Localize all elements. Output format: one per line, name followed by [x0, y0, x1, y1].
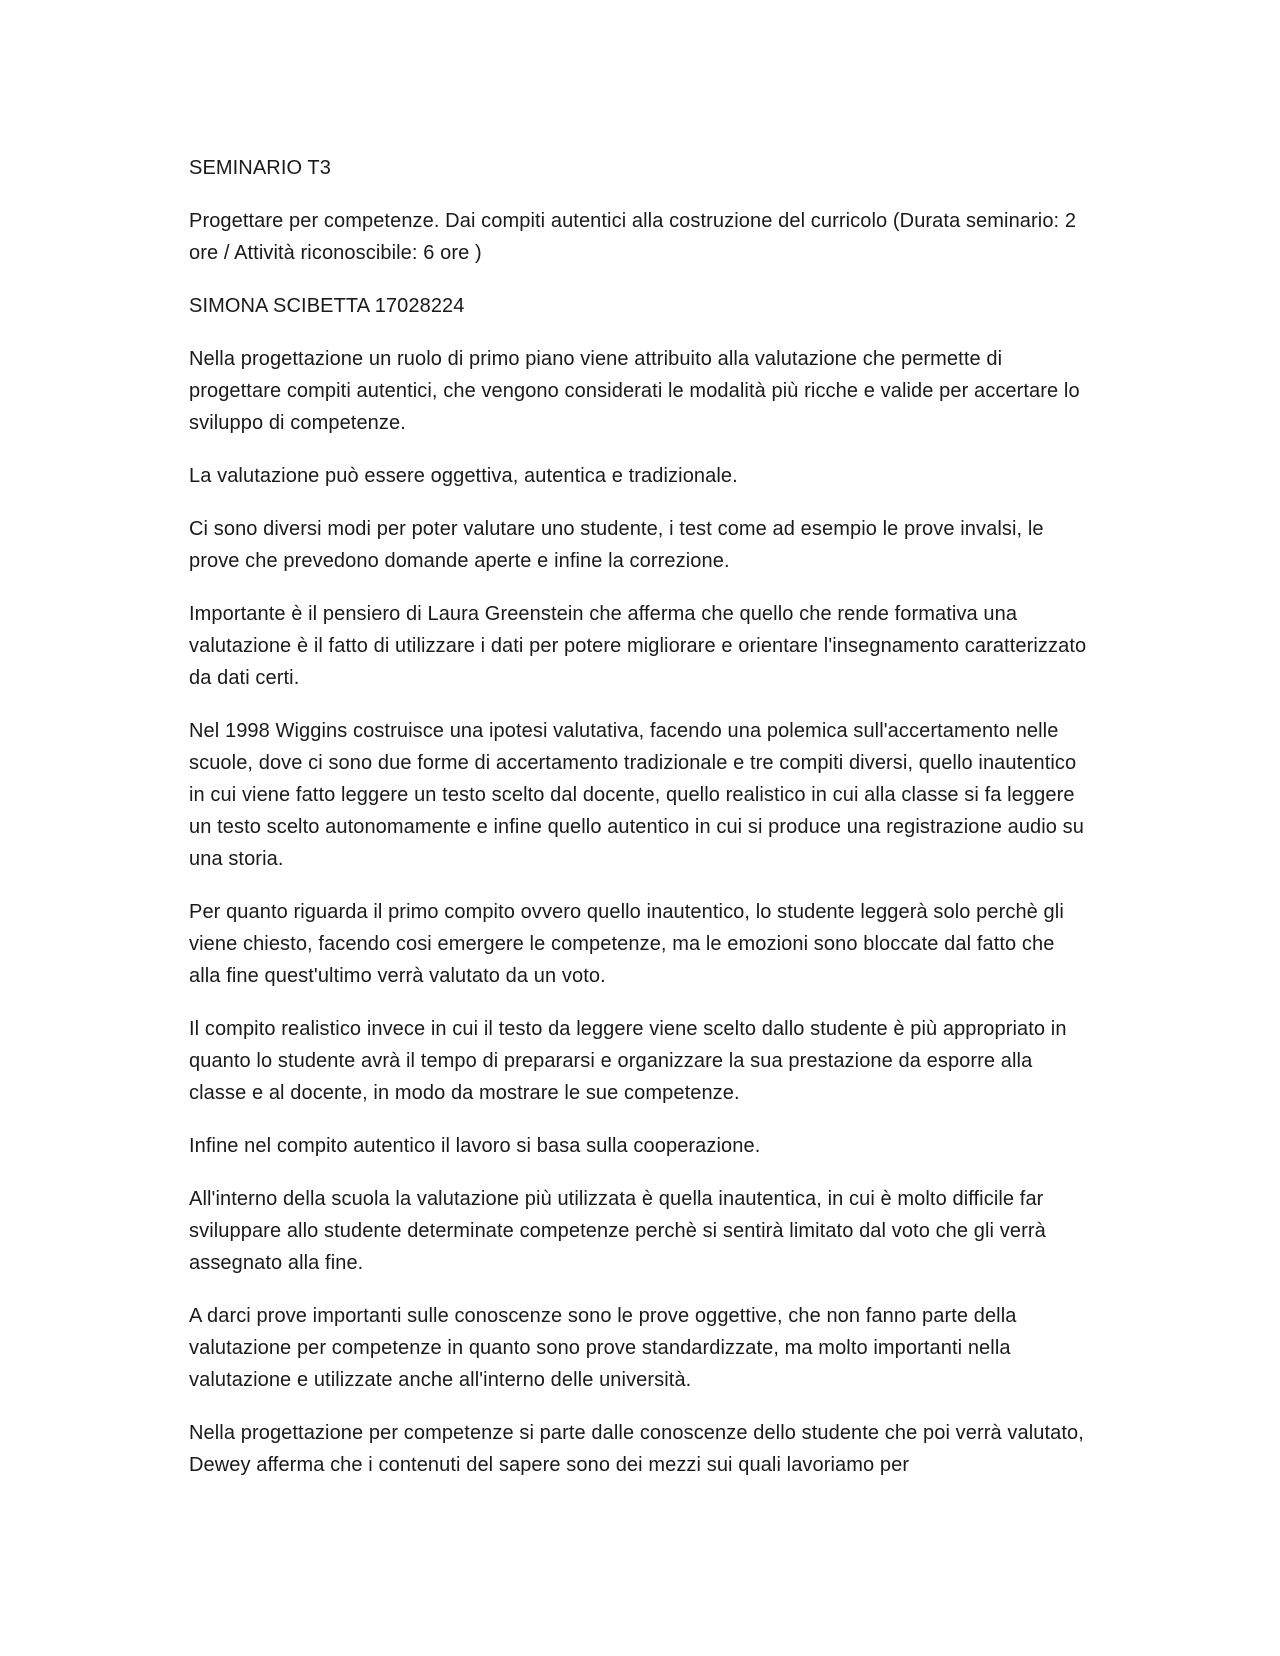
document-author: SIMONA SCIBETTA 17028224 [189, 295, 465, 317]
paragraph: All'interno della scuola la valutazione più utilizzata è quella inautentica, in cui è molto difficile far sviluppare allo studente determinate competenze perchè si sentirà limitato dal voto che gli verrà assegnato alla fine. [189, 1188, 1046, 1274]
paragraph: Per quanto riguarda il primo compito ovvero quello inautentico, lo studente leggerà solo perchè gli viene chiesto, facendo cosi emergere le competenze, ma le emozioni sono bloccate dal fatto che alla fine quest'ultimo verrà valutato da un voto. [189, 901, 1064, 987]
paragraph: Il compito realistico invece in cui il testo da leggere viene scelto dallo studente è più appropriato in quanto lo studente avrà il tempo di prepararsi e organizzare la sua prestazione da esporre alla classe e al docente, in modo da mostrare le sue competenze. [189, 1018, 1067, 1104]
document-body [189, 152, 1089, 1502]
paragraph: A darci prove importanti sulle conoscenze sono le prove oggettive, che non fanno parte della valutazione per competenze in quanto sono prove standardizzate, ma molto importanti nella valutazione e utilizzate anche all'interno delle università. [189, 1305, 1017, 1391]
paragraph: Nel 1998 Wiggins costruisce una ipotesi valutativa, facendo una polemica sull'accertamento nelle scuole, dove ci sono due forme di accertamento tradizionale e tre compiti diversi, quello inautentico in cui viene fatto leggere un testo scelto dal docente, quello realistico in cui alla classe si fa leggere un testo scelto autonomamente e infine quello autentico in cui si produce una registrazione audio su una storia. [189, 720, 1085, 870]
paragraph: Ci sono diversi modi per poter valutare uno studente, i test come ad esempio le prove invalsi, le prove che prevedono domande aperte e infine la correzione. [189, 518, 1044, 572]
paragraph: La valutazione può essere oggettiva, autentica e tradizionale. [189, 465, 738, 487]
document-title: Progettare per competenze. Dai compiti autentici alla costruzione del curricolo (Durata seminario: 2 ore / Attività riconoscibile: 6 ore ) [189, 210, 1077, 264]
paragraph: Importante è il pensiero di Laura Greenstein che afferma che quello che rende formativa una valutazione è il fatto di utilizzare i dati per potere migliorare e orientare l'insegnamento caratterizzato da dati certi. [189, 603, 1087, 689]
document-heading: SEMINARIO T3 [189, 157, 331, 179]
paragraph: Nella progettazione un ruolo di primo piano viene attribuito alla valutazione che permette di progettare compiti autentici, che vengono considerati le modalità più ricche e valide per accertare lo sviluppo di competenze. [189, 348, 1080, 434]
paragraph: Infine nel compito autentico il lavoro si basa sulla cooperazione. [189, 1135, 761, 1157]
paragraph: Nella progettazione per competenze si parte dalle conoscenze dello studente che poi verrà valutato, Dewey afferma che i contenuti del sapere sono dei mezzi sui quali lavoriamo per [189, 1422, 1084, 1476]
